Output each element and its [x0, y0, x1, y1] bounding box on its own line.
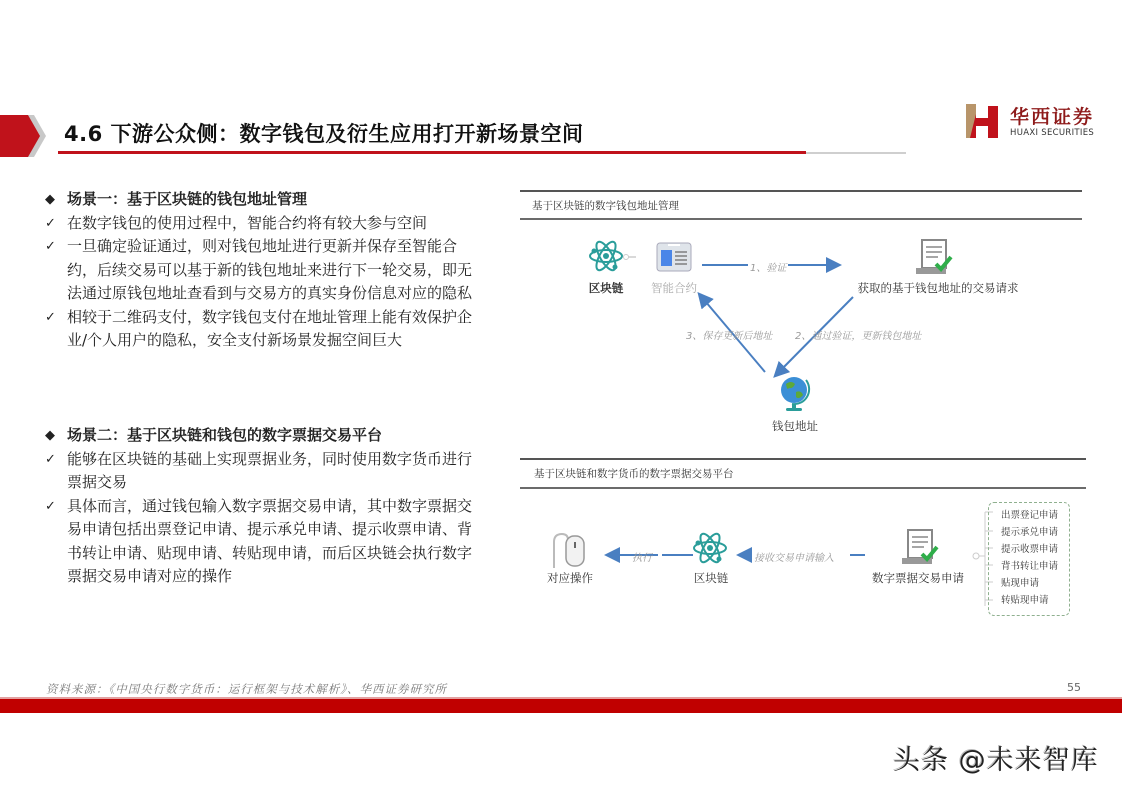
title-underline — [58, 151, 806, 154]
logo-text-cn: 华西证券 — [1010, 106, 1095, 128]
document-check-icon — [900, 528, 940, 566]
diamond-bullet-icon: ◆ — [45, 428, 55, 443]
scene1-bullet: ✓ 相较于二维码支付，数字钱包支付在地址管理上能有效保护企业/个人用户的隐私，安全支付新场景发掘空间巨大 — [45, 307, 473, 349]
source-note: 资料来源：《中国央行数字货币：运行框架与技术解析》、华西证券研究所 — [46, 682, 447, 696]
edge-save-label: 3、保存更新后地址 — [686, 331, 773, 342]
atom-icon — [692, 529, 728, 567]
scene1-heading: ◆ 场景一：基于区块链的钱包地址管理 — [45, 188, 475, 212]
list-item: 转贴现申请 — [1001, 595, 1049, 606]
edge-update-label: 2、通过验证，更新钱包地址 — [795, 331, 922, 342]
node-tx-request-label: 获取的基于钱包地址的交易请求 — [857, 281, 1019, 295]
node-blockchain2-label: 区块链 — [693, 571, 729, 585]
watermark: 头条 @未来智库 — [893, 745, 1099, 776]
diagram1-top-rule — [520, 190, 1082, 192]
scene2-heading: ◆ 场景二：基于区块链和钱包的数字票据交易平台 — [45, 424, 475, 448]
diagram2-title-rule — [520, 487, 1086, 489]
application-types-list — [988, 502, 1070, 616]
node-wallet-address-label: 钱包地址 — [772, 419, 818, 433]
node-operation-label: 对应操作 — [547, 571, 593, 585]
list-item: 提示收票申请 — [1001, 544, 1059, 555]
scene2-section — [45, 424, 475, 589]
contract-window-icon — [656, 242, 692, 272]
list-item: 贴现申请 — [1001, 578, 1040, 589]
node-smart-contract-label: 智能合约 — [651, 281, 697, 295]
list-item: 提示承兑申请 — [1001, 527, 1059, 538]
scene2-bullet: ✓ 具体而言，通过钱包输入数字票据交易申请，其中数字票据交易申请包括出票登记申请、提示承兑申请、提示收票申请、背书转让申请、贴现申请、转贴现申请，而后区块链会执行数字票据交易申请对应的操作 — [45, 496, 473, 585]
check-icon: ✓ — [45, 498, 56, 514]
title-tab-shape — [0, 115, 48, 157]
diagram2-top-rule — [520, 458, 1086, 460]
check-icon: ✓ — [45, 451, 56, 467]
check-icon: ✓ — [45, 309, 56, 325]
edge-execute-label: 执行 — [632, 553, 652, 564]
scene1-section — [45, 188, 475, 353]
globe-icon — [778, 374, 812, 412]
edge-receive-label: 接收交易申请输入 — [754, 553, 834, 564]
node-blockchain-label: 区块链 — [588, 281, 624, 295]
scene1-bullet: ✓ 在数字钱包的使用过程中，智能合约将有较大参与空间 — [45, 212, 475, 236]
atom-icon — [588, 237, 624, 275]
edge-verify-label: 1、验证 — [750, 263, 787, 274]
logo-icon — [966, 104, 1002, 140]
list-item: 出票登记申请 — [1001, 510, 1059, 521]
diamond-bullet-icon: ◆ — [45, 192, 55, 207]
document-check-icon — [914, 238, 954, 276]
footer-band — [0, 697, 1122, 713]
title-underline-gray — [806, 152, 906, 154]
node-application-label: 数字票据交易申请 — [872, 571, 964, 585]
diagram1-title: 基于区块链的数字钱包地址管理 — [532, 200, 679, 212]
diagram1-title-rule — [520, 218, 1082, 220]
scene1-bullet: ✓ 一旦确定验证通过，则对钱包地址进行更新并保存至智能合约，后续交易可以基于新的钱包地址来进行下一轮交易，即无法通过原钱包地址查看到与交易方的真实身份信息对应的隐私 — [45, 237, 473, 302]
page-number: 55 — [1067, 681, 1081, 694]
check-icon: ✓ — [45, 215, 56, 231]
diagram2-title: 基于区块链和数字货币的数字票据交易平台 — [534, 468, 734, 480]
mouse-icon — [550, 528, 586, 568]
check-icon: ✓ — [45, 239, 56, 254]
logo-text-en: HUAXI SECURITIES — [1010, 128, 1095, 138]
page-title: 4.6 下游公众侧：数字钱包及衍生应用打开新场景空间 — [64, 122, 584, 146]
scene2-bullet: ✓ 能够在区块链的基础上实现票据业务，同时使用数字货币进行票据交易 — [45, 449, 473, 491]
list-item: 背书转让申请 — [1001, 561, 1059, 572]
